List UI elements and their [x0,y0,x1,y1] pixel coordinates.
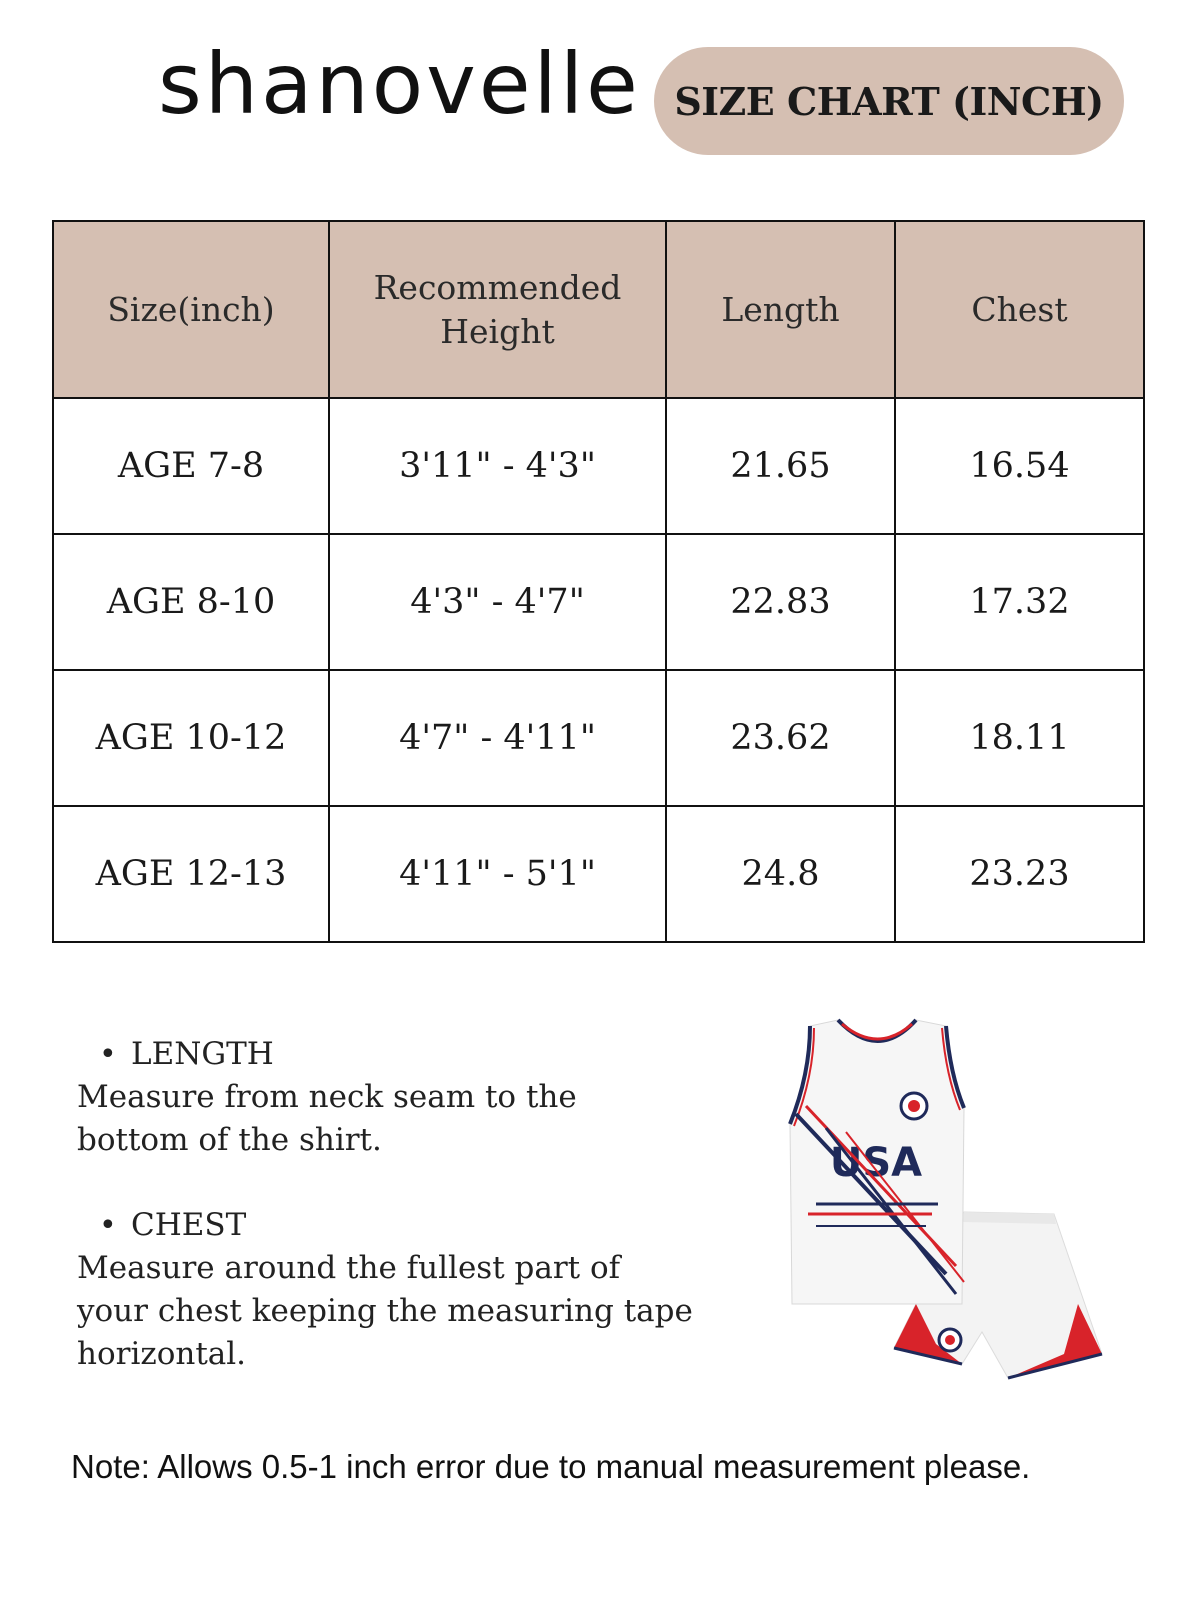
header-recommended-height-label: Recommended Height [373,267,622,351]
table-row [53,398,1144,534]
cell-height: 4'11" - 5'1" [329,806,666,942]
cell-length: 21.65 [666,398,895,534]
cell-size: AGE 8-10 [53,534,329,670]
cell-height: 3'11" - 4'3" [329,398,666,534]
brand-logo: shanovelle [158,35,641,133]
cell-size: AGE 12-13 [53,806,329,942]
table-row [53,806,1144,942]
chest-heading: • CHEST [77,1204,697,1247]
jersey-image [790,1020,964,1304]
cell-chest: 16.54 [895,398,1144,534]
cell-length: 23.62 [666,670,895,806]
size-chart-badge [654,47,1124,155]
chest-description: Measure around the fullest part of your chest keeping the measuring tape horizontal. [77,1250,693,1372]
cell-length: 22.83 [666,534,895,670]
cell-height: 4'7" - 4'11" [329,670,666,806]
cell-length: 24.8 [666,806,895,942]
cell-chest: 18.11 [895,670,1144,806]
cell-chest: 23.23 [895,806,1144,942]
measurement-guide [77,1033,697,1376]
size-chart-badge-label: SIZE CHART (INCH) [674,78,1104,124]
table-row [53,534,1144,670]
jersey-set-illustration [786,1014,1106,1384]
header-size: Size(inch) [53,221,329,398]
measurement-error-note: Note: Allows 0.5-1 inch error due to manual measurement please. [71,1448,1031,1485]
header-chest: Chest [895,221,1144,398]
length-heading: • LENGTH [77,1033,697,1076]
table-row [53,670,1144,806]
jersey-text: USA [829,1140,923,1186]
cell-chest: 17.32 [895,534,1144,670]
header-recommended-height [329,221,666,398]
length-description: Measure from neck seam to the bottom of the shirt. [77,1079,577,1158]
cell-height: 4'3" - 4'7" [329,534,666,670]
cell-size: AGE 10-12 [53,670,329,806]
header-length: Length [666,221,895,398]
table-header-row [53,221,1144,398]
size-table [52,220,1145,943]
cell-size: AGE 7-8 [53,398,329,534]
